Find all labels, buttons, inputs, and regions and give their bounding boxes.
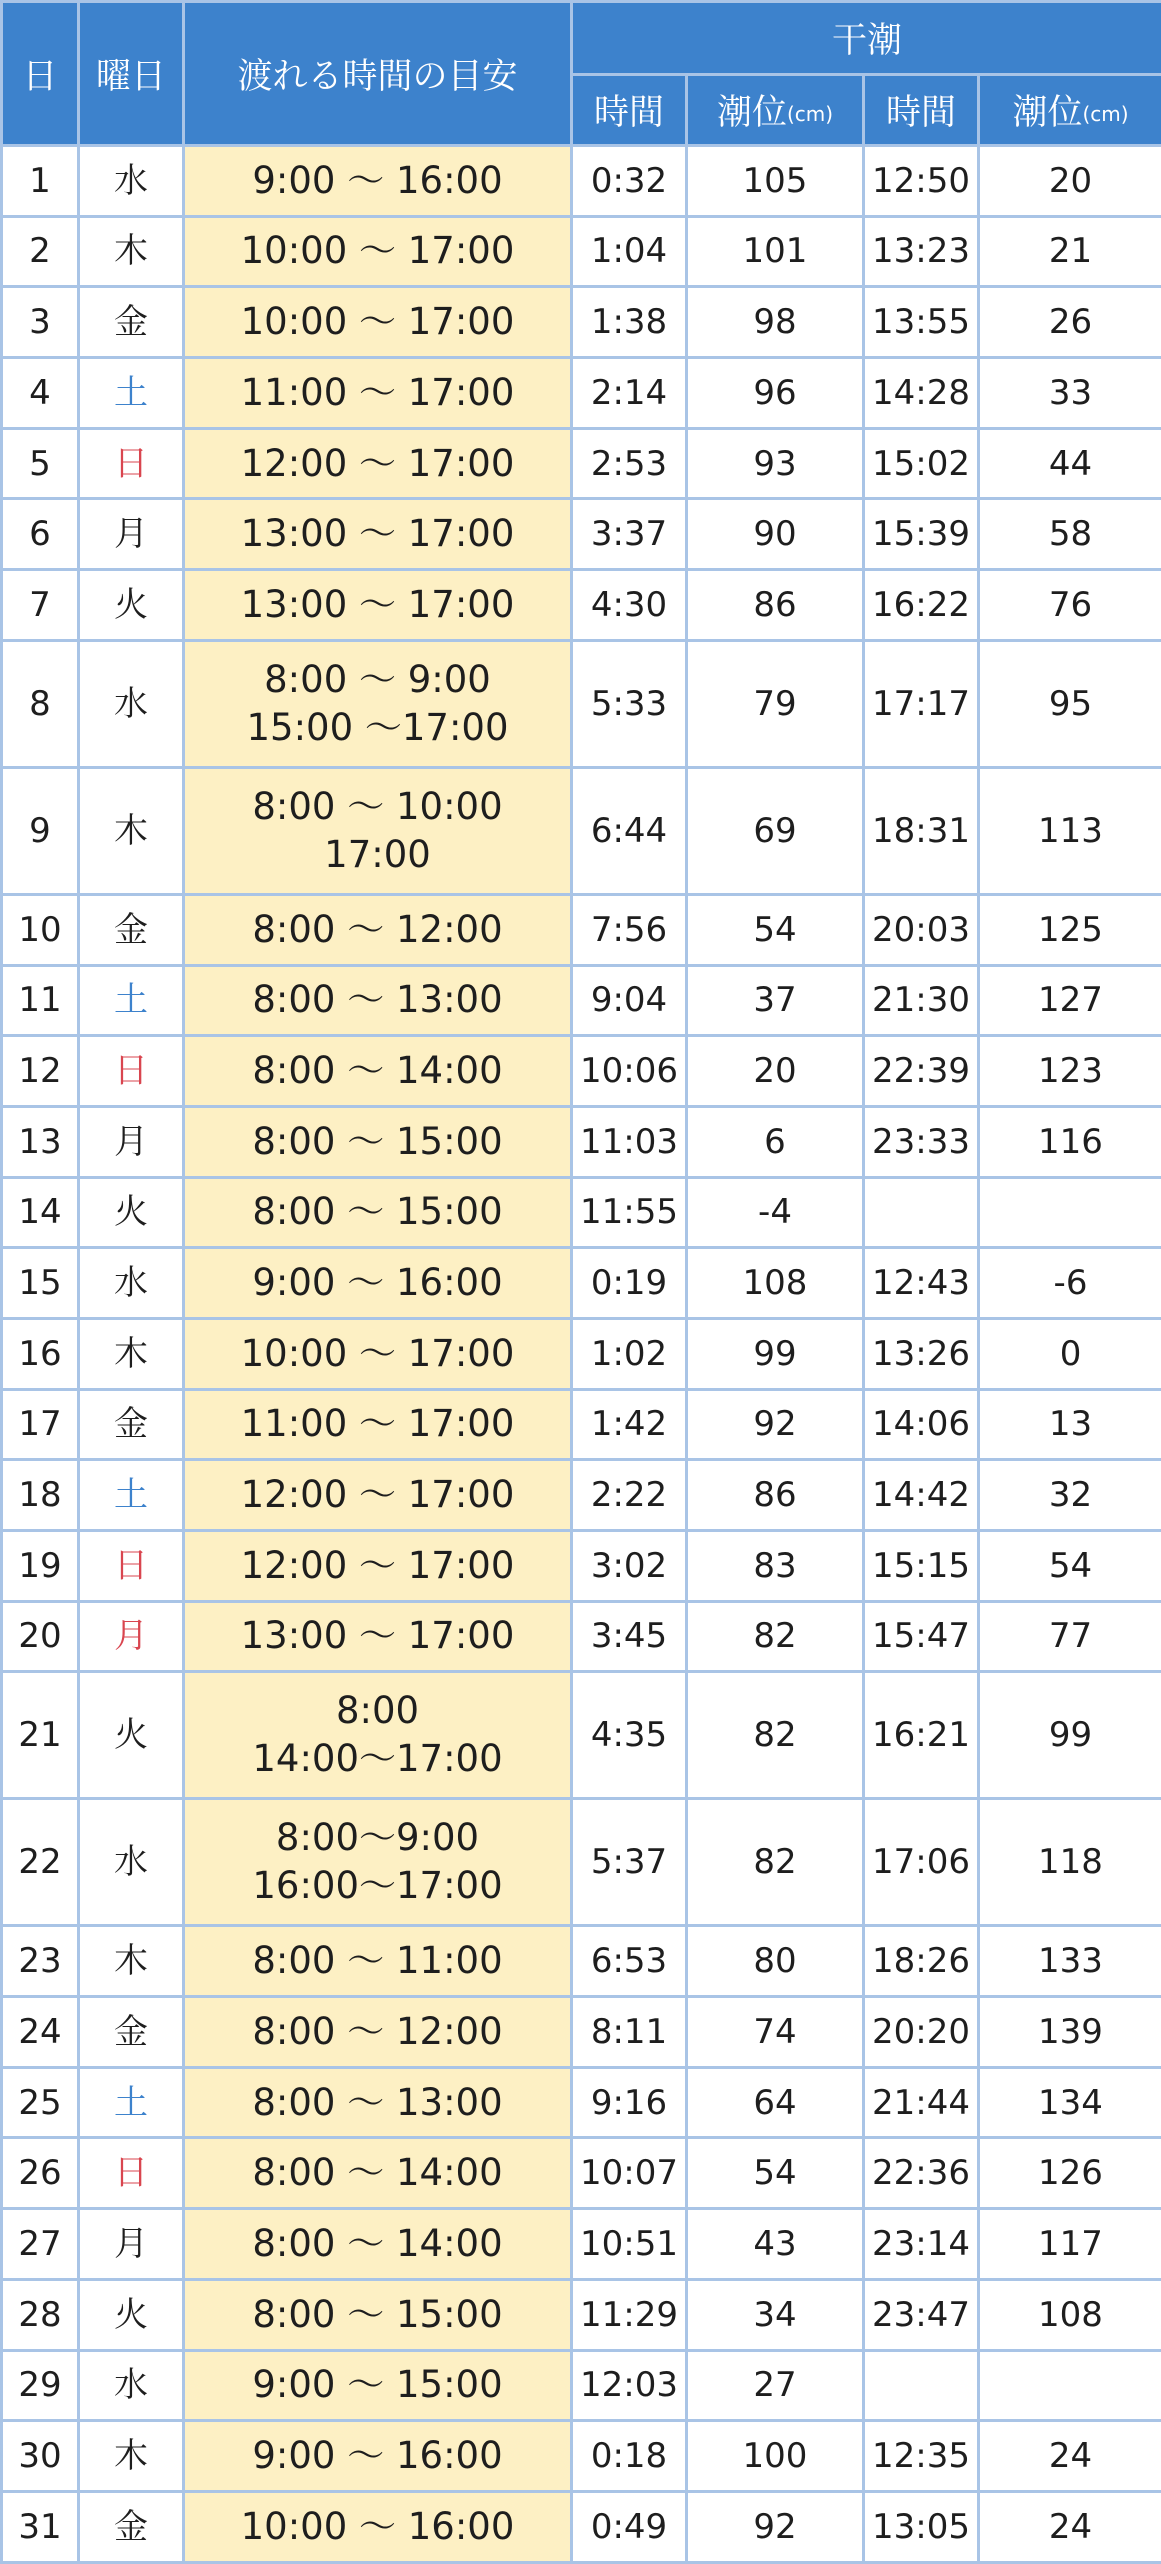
- day-cell: 27: [2, 2209, 79, 2280]
- crossing-time-line: 8:00 ～ 13:00: [185, 976, 570, 1024]
- low-tide-time-2-cell: 18:26: [864, 1926, 979, 1997]
- crossing-time-cell: [184, 570, 572, 641]
- tide-level-1-cell: 92: [687, 2491, 864, 2562]
- low-tide-time-1-cell: 5:33: [572, 640, 687, 767]
- table-row: [2, 2138, 1161, 2209]
- day-cell: 21: [2, 1672, 79, 1799]
- tide-level-1-cell: 82: [687, 1799, 864, 1926]
- day-cell: 19: [2, 1531, 79, 1602]
- day-cell: 16: [2, 1318, 79, 1389]
- table-row: [2, 767, 1161, 894]
- weekday-cell: 日: [79, 1531, 184, 1602]
- crossing-time-line: 8:00 ～ 9:00: [185, 656, 570, 704]
- crossing-time-cell: [184, 640, 572, 767]
- tide-level-1-cell: 98: [687, 287, 864, 358]
- low-tide-time-1-cell: 11:55: [572, 1177, 687, 1248]
- day-cell: 22: [2, 1799, 79, 1926]
- crossing-time-cell: [184, 2350, 572, 2421]
- day-cell: 2: [2, 216, 79, 287]
- table-row: [2, 2350, 1161, 2421]
- crossing-time-line: 8:00 ～ 13:00: [185, 2079, 570, 2127]
- day-cell: 11: [2, 965, 79, 1036]
- low-tide-time-2-cell: 15:15: [864, 1531, 979, 1602]
- low-tide-time-2-cell: 13:23: [864, 216, 979, 287]
- table-row: [2, 1531, 1161, 1602]
- low-tide-time-2-cell: 20:20: [864, 1997, 979, 2068]
- low-tide-time-2-cell: 21:30: [864, 965, 979, 1036]
- table-row: [2, 640, 1161, 767]
- low-tide-time-1-cell: 4:35: [572, 1672, 687, 1799]
- tide-level-1-cell: 37: [687, 965, 864, 1036]
- table-row: [2, 2491, 1161, 2562]
- weekday-cell: 水: [79, 146, 184, 217]
- tide-level-2-cell: 32: [979, 1460, 1161, 1531]
- table-row: [2, 965, 1161, 1036]
- crossing-time-line: 13:00 ～ 17:00: [185, 581, 570, 629]
- low-tide-time-2-cell: [864, 1177, 979, 1248]
- day-cell: 29: [2, 2350, 79, 2421]
- weekday-cell: 水: [79, 2350, 184, 2421]
- day-cell: 8: [2, 640, 79, 767]
- low-tide-time-2-cell: 13:55: [864, 287, 979, 358]
- low-tide-time-2-cell: 15:47: [864, 1601, 979, 1672]
- day-cell: 25: [2, 2067, 79, 2138]
- tide-level-2-cell: 108: [979, 2279, 1161, 2350]
- tide-level-1-cell: 79: [687, 640, 864, 767]
- table-row: [2, 428, 1161, 499]
- low-tide-time-2-cell: 17:17: [864, 640, 979, 767]
- weekday-cell: 月: [79, 1106, 184, 1177]
- tide-level-2-cell: 133: [979, 1926, 1161, 1997]
- weekday-cell: 木: [79, 216, 184, 287]
- header-level-2-label: 潮位: [1012, 93, 1082, 133]
- tide-level-1-cell: 108: [687, 1248, 864, 1319]
- tide-level-2-cell: 118: [979, 1799, 1161, 1926]
- crossing-time-line: 11:00 ～ 17:00: [185, 369, 570, 417]
- day-cell: 1: [2, 146, 79, 217]
- tide-level-1-cell: 100: [687, 2421, 864, 2492]
- weekday-cell: 木: [79, 1318, 184, 1389]
- low-tide-time-1-cell: 7:56: [572, 894, 687, 965]
- table-row: [2, 570, 1161, 641]
- low-tide-time-1-cell: 0:32: [572, 146, 687, 217]
- crossing-time-line: 16:00～17:00: [185, 1862, 570, 1910]
- header-level-2-unit: (cm): [1082, 102, 1128, 126]
- low-tide-time-2-cell: 17:06: [864, 1799, 979, 1926]
- low-tide-time-1-cell: 10:06: [572, 1036, 687, 1107]
- tide-level-1-cell: 93: [687, 428, 864, 499]
- crossing-time-line: 13:00 ～ 17:00: [185, 1612, 570, 1660]
- tide-level-1-cell: 90: [687, 499, 864, 570]
- tide-level-2-cell: [979, 2350, 1161, 2421]
- tide-level-2-cell: 113: [979, 767, 1161, 894]
- weekday-cell: 土: [79, 358, 184, 429]
- weekday-cell: 月: [79, 1601, 184, 1672]
- table-row: [2, 894, 1161, 965]
- low-tide-time-2-cell: 16:22: [864, 570, 979, 641]
- low-tide-time-2-cell: 14:42: [864, 1460, 979, 1531]
- low-tide-time-1-cell: 2:14: [572, 358, 687, 429]
- tide-level-1-cell: 86: [687, 570, 864, 641]
- low-tide-time-2-cell: 22:36: [864, 2138, 979, 2209]
- crossing-time-cell: [184, 2491, 572, 2562]
- crossing-time-cell: [184, 1601, 572, 1672]
- tide-level-2-cell: 21: [979, 216, 1161, 287]
- low-tide-time-1-cell: 9:04: [572, 965, 687, 1036]
- crossing-time-cell: [184, 358, 572, 429]
- tide-level-1-cell: 83: [687, 1531, 864, 1602]
- tide-level-2-cell: 95: [979, 640, 1161, 767]
- low-tide-time-1-cell: 11:29: [572, 2279, 687, 2350]
- low-tide-time-2-cell: 14:28: [864, 358, 979, 429]
- low-tide-time-2-cell: 13:26: [864, 1318, 979, 1389]
- crossing-time-line: 10:00 ～ 16:00: [185, 2503, 570, 2551]
- header-level-1-label: 潮位: [717, 93, 787, 133]
- crossing-time-line: 9:00 ～ 16:00: [185, 1259, 570, 1307]
- crossing-time-line: 8:00～9:00: [185, 1814, 570, 1862]
- day-cell: 10: [2, 894, 79, 965]
- tide-level-1-cell: 6: [687, 1106, 864, 1177]
- day-cell: 20: [2, 1601, 79, 1672]
- crossing-time-cell: [184, 2421, 572, 2492]
- tide-level-1-cell: 74: [687, 1997, 864, 2068]
- table-row: [2, 358, 1161, 429]
- header-day: 日: [2, 2, 79, 146]
- crossing-time-line: 15:00 ～17:00: [185, 704, 570, 752]
- crossing-time-cell: [184, 1531, 572, 1602]
- day-cell: 6: [2, 499, 79, 570]
- low-tide-time-2-cell: 12:35: [864, 2421, 979, 2492]
- low-tide-time-1-cell: 0:49: [572, 2491, 687, 2562]
- low-tide-time-1-cell: 8:11: [572, 1997, 687, 2068]
- tide-level-2-cell: 125: [979, 894, 1161, 965]
- tide-level-2-cell: 20: [979, 146, 1161, 217]
- tide-level-2-cell: 127: [979, 965, 1161, 1036]
- crossing-time-line: 11:00 ～ 17:00: [185, 1400, 570, 1448]
- low-tide-time-2-cell: 23:14: [864, 2209, 979, 2280]
- day-cell: 23: [2, 1926, 79, 1997]
- header-crossing-time: 渡れる時間の目安: [184, 2, 572, 146]
- table-row: [2, 1389, 1161, 1460]
- tide-level-1-cell: 34: [687, 2279, 864, 2350]
- low-tide-time-2-cell: 14:06: [864, 1389, 979, 1460]
- tide-level-1-cell: 99: [687, 1318, 864, 1389]
- crossing-time-line: 10:00 ～ 17:00: [185, 1330, 570, 1378]
- low-tide-time-1-cell: 1:02: [572, 1318, 687, 1389]
- crossing-time-cell: [184, 894, 572, 965]
- low-tide-time-2-cell: 16:21: [864, 1672, 979, 1799]
- tide-level-2-cell: 24: [979, 2421, 1161, 2492]
- weekday-cell: 木: [79, 767, 184, 894]
- table-row: [2, 1997, 1161, 2068]
- day-cell: 7: [2, 570, 79, 641]
- crossing-time-cell: [184, 1997, 572, 2068]
- day-cell: 3: [2, 287, 79, 358]
- weekday-cell: 日: [79, 2138, 184, 2209]
- crossing-time-cell: [184, 767, 572, 894]
- table-header: [2, 2, 1161, 146]
- weekday-cell: 土: [79, 965, 184, 1036]
- tide-level-2-cell: 0: [979, 1318, 1161, 1389]
- low-tide-time-2-cell: 12:50: [864, 146, 979, 217]
- tide-level-2-cell: 99: [979, 1672, 1161, 1799]
- weekday-cell: 水: [79, 1799, 184, 1926]
- header-time-1: 時間: [572, 75, 687, 146]
- crossing-time-line: 8:00 ～ 10:00: [185, 783, 570, 831]
- weekday-cell: 金: [79, 2491, 184, 2562]
- table-row: [2, 2421, 1161, 2492]
- low-tide-time-1-cell: 2:22: [572, 1460, 687, 1531]
- crossing-time-line: 10:00 ～ 17:00: [185, 298, 570, 346]
- crossing-time-cell: [184, 2279, 572, 2350]
- weekday-cell: 金: [79, 1389, 184, 1460]
- table-row: [2, 1799, 1161, 1926]
- table-row: [2, 1318, 1161, 1389]
- crossing-time-cell: [184, 1926, 572, 1997]
- tide-level-2-cell: 24: [979, 2491, 1161, 2562]
- crossing-time-line: 8:00 ～ 14:00: [185, 2220, 570, 2268]
- low-tide-time-1-cell: 1:04: [572, 216, 687, 287]
- tide-level-2-cell: 44: [979, 428, 1161, 499]
- crossing-time-line: 17:00: [185, 831, 570, 879]
- table-row: [2, 2067, 1161, 2138]
- table-row: [2, 287, 1161, 358]
- table-row: [2, 1248, 1161, 1319]
- crossing-time-line: 9:00 ～ 16:00: [185, 2432, 570, 2480]
- tide-level-1-cell: 54: [687, 894, 864, 965]
- weekday-cell: 水: [79, 1248, 184, 1319]
- low-tide-time-1-cell: 2:53: [572, 428, 687, 499]
- crossing-time-cell: [184, 146, 572, 217]
- table-row: [2, 1601, 1161, 1672]
- table-row: [2, 499, 1161, 570]
- crossing-time-line: 8:00 ～ 12:00: [185, 906, 570, 954]
- weekday-cell: 土: [79, 1460, 184, 1531]
- tide-level-1-cell: 82: [687, 1672, 864, 1799]
- weekday-cell: 月: [79, 499, 184, 570]
- low-tide-time-1-cell: 10:07: [572, 2138, 687, 2209]
- tide-level-1-cell: 101: [687, 216, 864, 287]
- tide-level-1-cell: 54: [687, 2138, 864, 2209]
- low-tide-time-2-cell: 13:05: [864, 2491, 979, 2562]
- crossing-time-line: 12:00 ～ 17:00: [185, 440, 570, 488]
- table-row: [2, 1926, 1161, 1997]
- header-low-tide: 干潮: [572, 2, 1161, 75]
- low-tide-time-1-cell: 0:18: [572, 2421, 687, 2492]
- day-cell: 17: [2, 1389, 79, 1460]
- tide-level-1-cell: 43: [687, 2209, 864, 2280]
- tide-level-1-cell: -4: [687, 1177, 864, 1248]
- low-tide-time-2-cell: 15:02: [864, 428, 979, 499]
- tide-level-1-cell: 27: [687, 2350, 864, 2421]
- day-cell: 30: [2, 2421, 79, 2492]
- day-cell: 9: [2, 767, 79, 894]
- crossing-time-cell: [184, 428, 572, 499]
- tide-level-1-cell: 105: [687, 146, 864, 217]
- crossing-time-cell: [184, 1799, 572, 1926]
- low-tide-time-1-cell: 4:30: [572, 570, 687, 641]
- weekday-cell: 火: [79, 1672, 184, 1799]
- crossing-time-line: 12:00 ～ 17:00: [185, 1471, 570, 1519]
- crossing-time-cell: [184, 287, 572, 358]
- low-tide-time-1-cell: 3:37: [572, 499, 687, 570]
- crossing-time-line: 8:00 ～ 14:00: [185, 1047, 570, 1095]
- low-tide-time-2-cell: 18:31: [864, 767, 979, 894]
- header-time-2: 時間: [864, 75, 979, 146]
- tide-level-2-cell: 76: [979, 570, 1161, 641]
- low-tide-time-1-cell: 3:45: [572, 1601, 687, 1672]
- weekday-cell: 日: [79, 1036, 184, 1107]
- crossing-time-cell: [184, 499, 572, 570]
- table-row: [2, 1177, 1161, 1248]
- crossing-time-line: 9:00 ～ 15:00: [185, 2361, 570, 2409]
- day-cell: 15: [2, 1248, 79, 1319]
- day-cell: 26: [2, 2138, 79, 2209]
- header-level-2: [979, 75, 1161, 146]
- tide-level-2-cell: 13: [979, 1389, 1161, 1460]
- crossing-time-cell: [184, 1106, 572, 1177]
- day-cell: 4: [2, 358, 79, 429]
- crossing-time-line: 8:00: [185, 1687, 570, 1735]
- tide-level-2-cell: 58: [979, 499, 1161, 570]
- day-cell: 31: [2, 2491, 79, 2562]
- crossing-time-line: 10:00 ～ 17:00: [185, 227, 570, 275]
- tide-level-2-cell: 126: [979, 2138, 1161, 2209]
- table-row: [2, 2279, 1161, 2350]
- table-row: [2, 146, 1161, 217]
- tide-level-2-cell: 26: [979, 287, 1161, 358]
- crossing-time-line: 9:00 ～ 16:00: [185, 157, 570, 205]
- low-tide-time-1-cell: 1:42: [572, 1389, 687, 1460]
- tide-level-1-cell: 69: [687, 767, 864, 894]
- tide-level-2-cell: 139: [979, 1997, 1161, 2068]
- crossing-time-cell: [184, 1318, 572, 1389]
- crossing-time-line: 13:00 ～ 17:00: [185, 510, 570, 558]
- crossing-time-cell: [184, 965, 572, 1036]
- crossing-time-line: 8:00 ～ 14:00: [185, 2149, 570, 2197]
- crossing-time-cell: [184, 2209, 572, 2280]
- low-tide-time-2-cell: 22:39: [864, 1036, 979, 1107]
- weekday-cell: 土: [79, 2067, 184, 2138]
- header-level-1: [687, 75, 864, 146]
- crossing-time-line: 8:00 ～ 15:00: [185, 1118, 570, 1166]
- low-tide-time-2-cell: 20:03: [864, 894, 979, 965]
- low-tide-time-1-cell: 1:38: [572, 287, 687, 358]
- crossing-time-cell: [184, 216, 572, 287]
- day-cell: 24: [2, 1997, 79, 2068]
- weekday-cell: 火: [79, 570, 184, 641]
- crossing-time-line: 8:00 ～ 11:00: [185, 1937, 570, 1985]
- low-tide-time-1-cell: 12:03: [572, 2350, 687, 2421]
- crossing-time-cell: [184, 2138, 572, 2209]
- low-tide-time-1-cell: 3:02: [572, 1531, 687, 1602]
- low-tide-time-1-cell: 5:37: [572, 1799, 687, 1926]
- crossing-time-line: 8:00 ～ 12:00: [185, 2008, 570, 2056]
- weekday-cell: 日: [79, 428, 184, 499]
- tide-level-2-cell: -6: [979, 1248, 1161, 1319]
- tide-level-2-cell: 77: [979, 1601, 1161, 1672]
- weekday-cell: 火: [79, 1177, 184, 1248]
- tide-level-1-cell: 80: [687, 1926, 864, 1997]
- tide-level-2-cell: 33: [979, 358, 1161, 429]
- low-tide-time-1-cell: 10:51: [572, 2209, 687, 2280]
- low-tide-time-2-cell: [864, 2350, 979, 2421]
- crossing-time-cell: [184, 1248, 572, 1319]
- low-tide-time-1-cell: 9:16: [572, 2067, 687, 2138]
- low-tide-time-1-cell: 0:19: [572, 1248, 687, 1319]
- tide-level-1-cell: 82: [687, 1601, 864, 1672]
- weekday-cell: 月: [79, 2209, 184, 2280]
- crossing-time-line: 14:00～17:00: [185, 1735, 570, 1783]
- crossing-time-line: 12:00 ～ 17:00: [185, 1542, 570, 1590]
- tide-level-1-cell: 96: [687, 358, 864, 429]
- tide-level-2-cell: 123: [979, 1036, 1161, 1107]
- crossing-time-cell: [184, 1389, 572, 1460]
- crossing-time-cell: [184, 2067, 572, 2138]
- crossing-time-cell: [184, 1036, 572, 1107]
- crossing-time-cell: [184, 1177, 572, 1248]
- low-tide-time-1-cell: 6:44: [572, 767, 687, 894]
- weekday-cell: 火: [79, 2279, 184, 2350]
- day-cell: 13: [2, 1106, 79, 1177]
- low-tide-time-2-cell: 23:33: [864, 1106, 979, 1177]
- tide-level-1-cell: 20: [687, 1036, 864, 1107]
- weekday-cell: 金: [79, 1997, 184, 2068]
- day-cell: 28: [2, 2279, 79, 2350]
- day-cell: 14: [2, 1177, 79, 1248]
- tide-level-1-cell: 86: [687, 1460, 864, 1531]
- tide-level-2-cell: 54: [979, 1531, 1161, 1602]
- weekday-cell: 水: [79, 640, 184, 767]
- crossing-time-cell: [184, 1460, 572, 1531]
- weekday-cell: 金: [79, 894, 184, 965]
- weekday-cell: 金: [79, 287, 184, 358]
- low-tide-time-1-cell: 6:53: [572, 1926, 687, 1997]
- weekday-cell: 木: [79, 2421, 184, 2492]
- tide-level-2-cell: [979, 1177, 1161, 1248]
- low-tide-time-2-cell: 23:47: [864, 2279, 979, 2350]
- tide-level-1-cell: 64: [687, 2067, 864, 2138]
- header-weekday: 曜日: [79, 2, 184, 146]
- tide-level-2-cell: 117: [979, 2209, 1161, 2280]
- crossing-time-cell: [184, 1672, 572, 1799]
- weekday-cell: 木: [79, 1926, 184, 1997]
- table-body: [2, 146, 1161, 2563]
- tide-level-2-cell: 116: [979, 1106, 1161, 1177]
- table-row: [2, 1672, 1161, 1799]
- crossing-time-line: 8:00 ～ 15:00: [185, 2291, 570, 2339]
- day-cell: 18: [2, 1460, 79, 1531]
- tide-level-2-cell: 134: [979, 2067, 1161, 2138]
- day-cell: 12: [2, 1036, 79, 1107]
- table-row: [2, 216, 1161, 287]
- table-row: [2, 1106, 1161, 1177]
- header-level-1-unit: (cm): [787, 102, 833, 126]
- low-tide-time-2-cell: 21:44: [864, 2067, 979, 2138]
- low-tide-time-2-cell: 15:39: [864, 499, 979, 570]
- table-row: [2, 1036, 1161, 1107]
- tide-level-1-cell: 92: [687, 1389, 864, 1460]
- low-tide-time-2-cell: 12:43: [864, 1248, 979, 1319]
- table-row: [2, 1460, 1161, 1531]
- low-tide-time-1-cell: 11:03: [572, 1106, 687, 1177]
- table-row: [2, 2209, 1161, 2280]
- crossing-time-line: 8:00 ～ 15:00: [185, 1188, 570, 1236]
- day-cell: 5: [2, 428, 79, 499]
